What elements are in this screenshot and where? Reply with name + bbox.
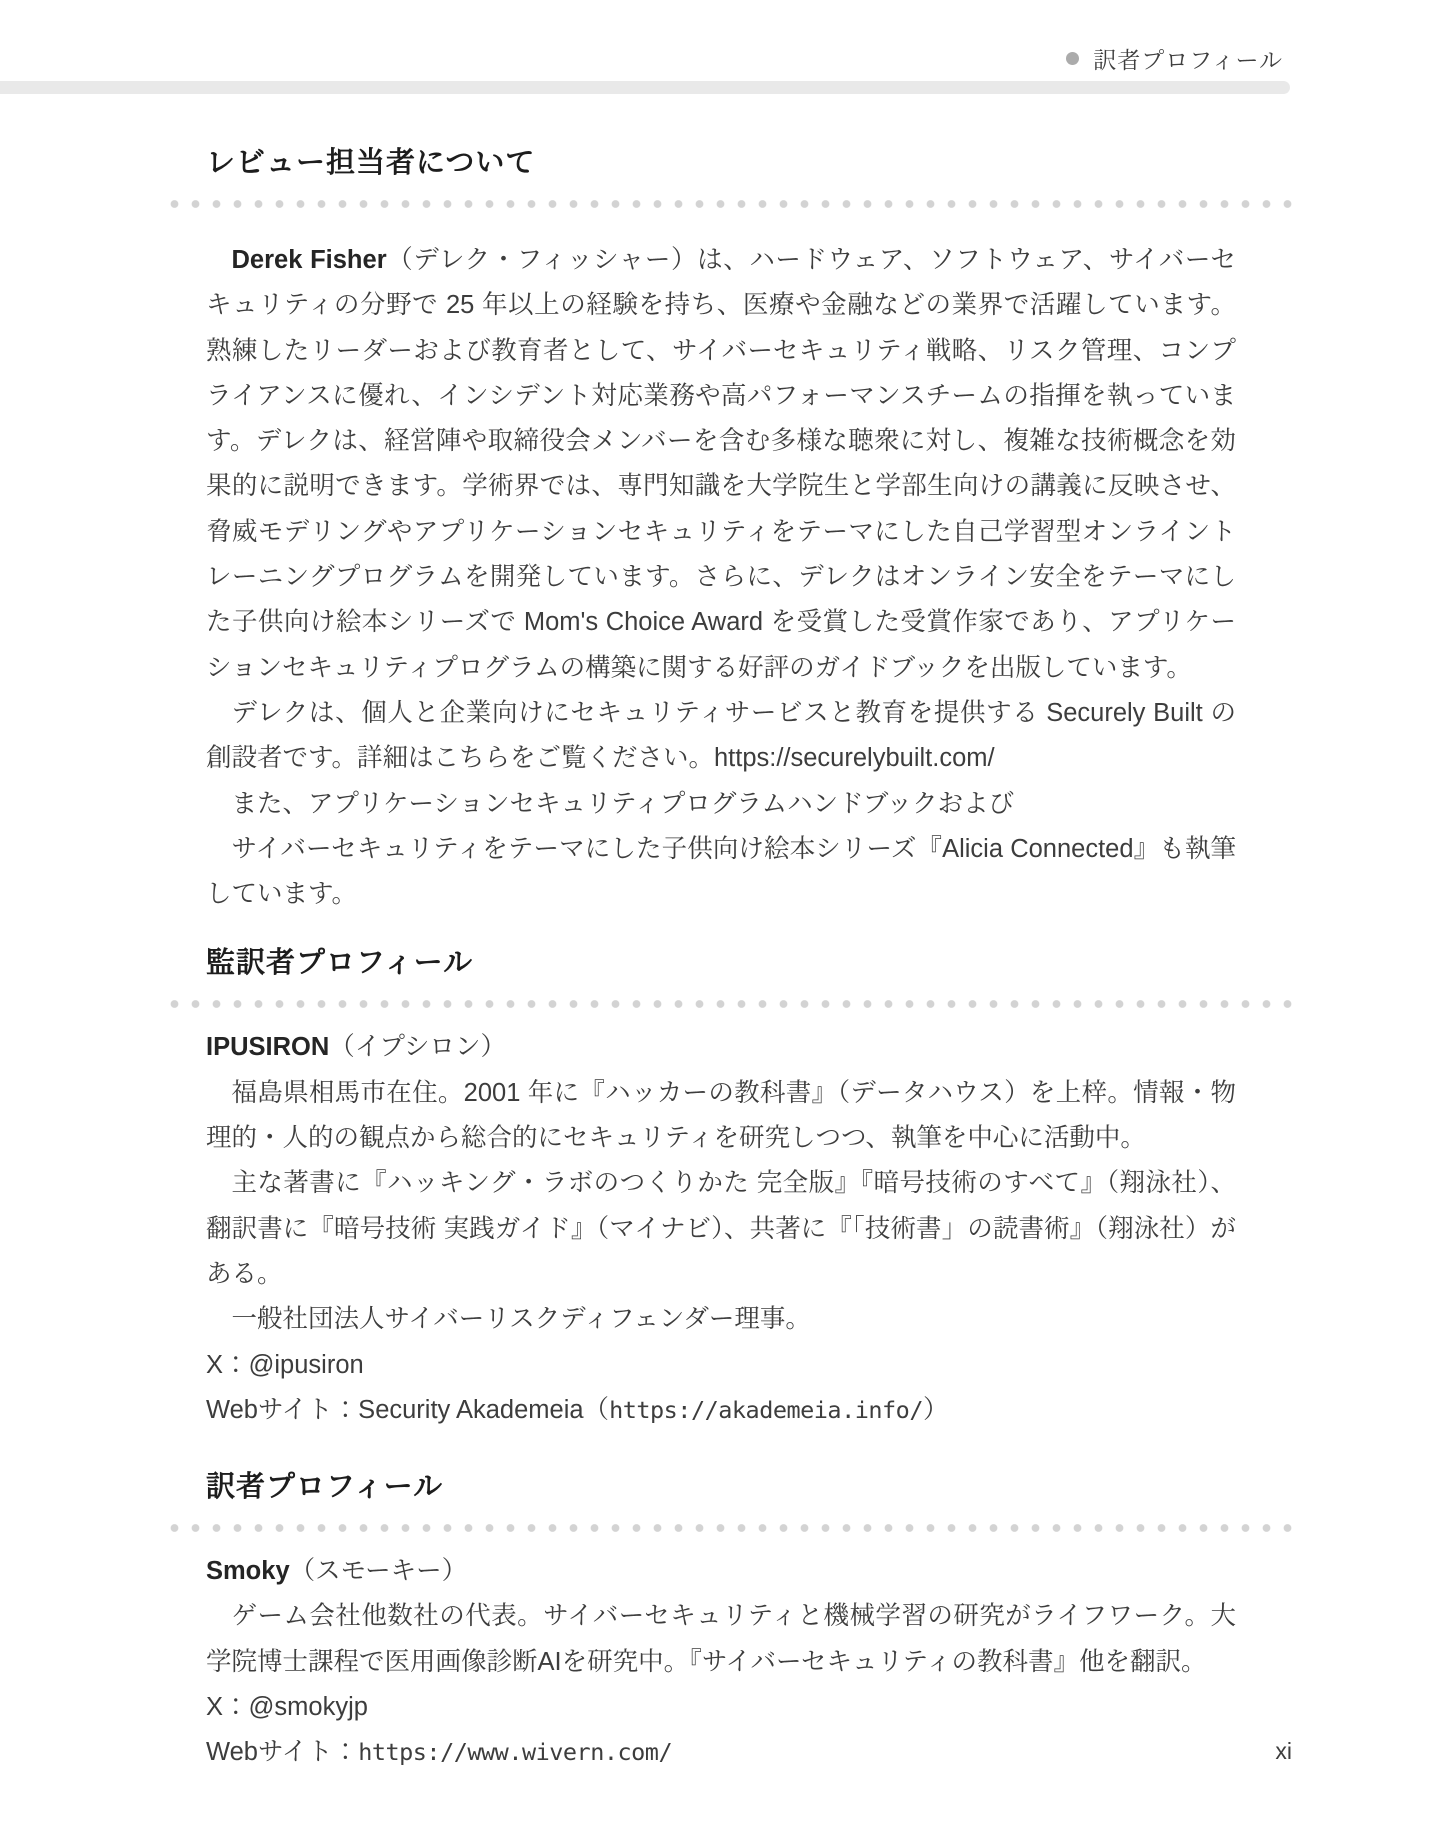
dotted-rule: [164, 199, 1304, 209]
reviewer-paragraph-1-text: （デレク・フィッシャー）は、ハードウェア、ソフトウェア、サイバーセキュリティの分野で 25 年以上の経験を持ち、医療や金融などの業界で活躍しています。熟練したリーダーおよび教育者として、サイバーセキュリティ戦略、リスク管理、コンプライアンスに優れ、インシデント対応業務や高パフォーマンスチームの指揮を執っています。デレクは、経営陣や取締役会メンバーを含む多様な聴衆に対し、複雑な技術概念を効果的に説明できます。学術界では、専門知識を大学院生と学部生向けの講義に反映させ、脅威モデリングやアプリケーションセキュリティをテーマにした自己学習型オンライントレーニングプログラムを開発しています。さらに、デレクはオンライン安全をテーマにした子供向け絵本シリーズで Mom's Choice Award を受賞した受賞作家であり、アプリケーションセキュリティプログラムの構築に関する好評のガイドブックを出版しています。: [206, 246, 1236, 682]
translator-website-line: [206, 1730, 1236, 1775]
translator-paragraph-1: ゲーム会社他数社の代表。サイバーセキュリティと機械学習の研究がライフワーク。大学院博士課程で医用画像診断AIを研究中。『サイバーセキュリティの教科書』他を翻訳。: [206, 1602, 1236, 1676]
supervisor-website-suffix: ）: [922, 1395, 949, 1424]
supervisor-paragraph-3: 一般社団法人サイバーリスクディフェンダー理事。: [231, 1305, 811, 1334]
supervisor-paragraph-2: 主な著書に『ハッキング・ラボのつくりかた 完全版』『暗号技術のすべて』（翔泳社）、翻訳書に『暗号技術 実践ガイド』（マイナビ）、共著に『「技術書」の読書術』（翔泳社）がある。: [206, 1169, 1236, 1288]
translator-name-bold: Smoky: [206, 1557, 290, 1586]
reviewer-paragraph-2: デレクは、個人と企業向けにセキュリティサービスと教育を提供する Securely Built の創設者です。詳細はこちらをご覧ください。https://securelybuilt.com/: [206, 698, 1236, 773]
page-number: xi: [1275, 1738, 1292, 1764]
section-heading-supervisor: 監訳者プロフィール: [206, 947, 474, 980]
running-header-title: 訳者プロフィール: [1093, 47, 1283, 73]
translator-name-line: [206, 1549, 1236, 1594]
reviewer-paragraph-4: サイバーセキュリティをテーマにした子供向け絵本シリーズ『Alicia Connected』も執筆しています。: [206, 834, 1236, 909]
translator-x-account: X：@smokyjp: [206, 1693, 368, 1722]
supervisor-x-account: X：@ipusiron: [206, 1350, 364, 1379]
supervisor-website-url: https://akademeia.info/: [609, 1395, 923, 1424]
supervisor-name-bold: IPUSIRON: [206, 1033, 330, 1062]
reviewer-name-bold: Derek Fisher: [231, 246, 387, 274]
section-heading-translator: 訳者プロフィール: [206, 1471, 444, 1504]
supervisor-name-kana: （イプシロン）: [329, 1033, 506, 1062]
reviewer-paragraph-1: [206, 238, 1236, 691]
dotted-rule: [164, 1523, 1304, 1533]
supervisor-website-line: [206, 1388, 1236, 1433]
dotted-rule: [164, 999, 1304, 1009]
translator-website-label: Webサイト：: [206, 1738, 359, 1767]
page-content: [206, 0, 1236, 1776]
translator-name-kana: （スモーキー）: [289, 1557, 468, 1586]
reviewer-paragraph-3: また、アプリケーションセキュリティプログラムハンドブックおよび: [231, 789, 1015, 818]
section-heading-reviewer: レビュー担当者について: [206, 147, 536, 179]
supervisor-website-label: Webサイト：Security Akademeia（: [206, 1395, 610, 1424]
translator-website-url: https://www.wivern.com/: [358, 1738, 673, 1767]
supervisor-paragraph-1: 福島県相馬市在住。2001 年に『ハッカーの教科書』（データハウス）を上梓。情報・物理的・人的の観点から総合的にセキュリティを研究しつつ、執筆を中心に活動中。: [206, 1078, 1236, 1153]
supervisor-name-line: [206, 1025, 1236, 1070]
